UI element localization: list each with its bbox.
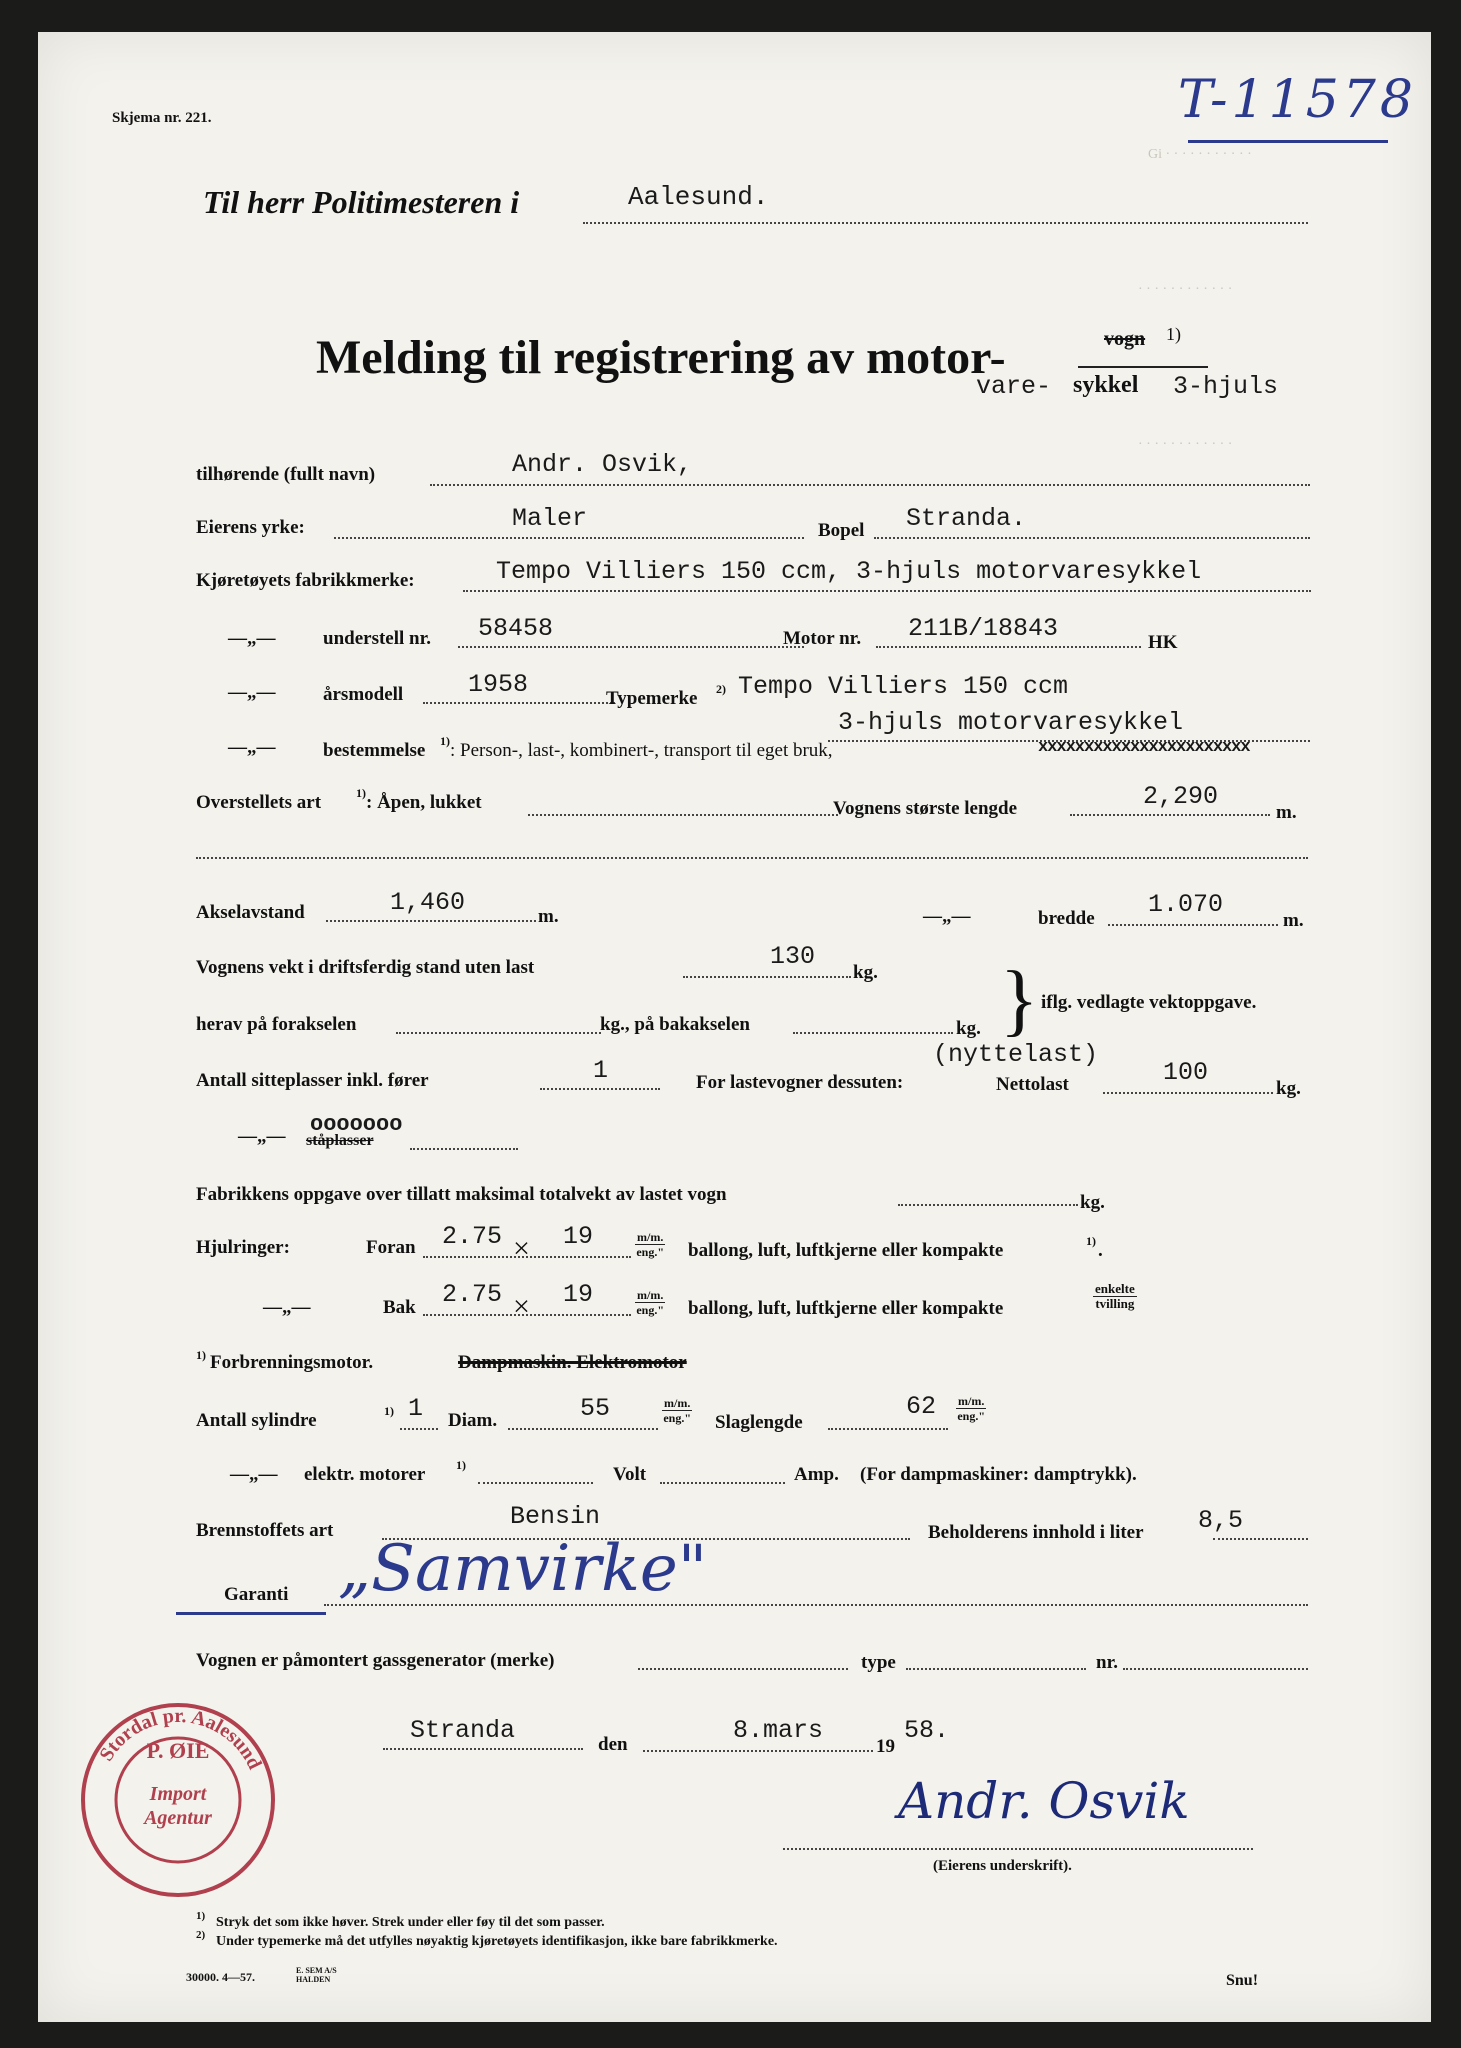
occupation-value: Maler — [512, 504, 588, 533]
fuel-value: Bensin — [510, 1502, 601, 1531]
rear-tyre-x: × — [513, 1290, 530, 1323]
turn-over: Snu! — [1226, 1972, 1259, 1989]
purpose-options: : Person-, last-, kombinert-, transport til eget bruk, — [450, 740, 833, 761]
printer: E. SEM A/S HALDEN — [296, 1966, 337, 1984]
print-code: 30000. 4—57. — [186, 1970, 255, 1984]
standing-struck: ooooooo — [310, 1112, 403, 1137]
length-label: Vognens største lengde — [833, 798, 1018, 819]
tyres-label: Hjulringer: — [196, 1237, 290, 1258]
net-load-unit: kg. — [1276, 1078, 1301, 1099]
cylinders-footnote: 1) — [384, 1404, 394, 1418]
stamp-line-1: P. ØIE — [146, 1738, 210, 1763]
front-tyre-footnote: 1) — [1086, 1234, 1096, 1248]
front-tyre-units: m/m. eng." — [636, 1230, 664, 1259]
net-load-value: 100 — [1163, 1058, 1209, 1087]
rear-tyre-types: ballong, luft, luftkjerne eller kompakte — [688, 1298, 1004, 1319]
title-typed-suffix: 3-hjuls — [1173, 372, 1279, 401]
stamp-ring-text: Stordal pr. Aalesund — [95, 1704, 266, 1773]
width-unit: m. — [1283, 910, 1304, 931]
footnote-2-mark: 2) — [196, 1929, 206, 1941]
amp-label: Amp. — [794, 1464, 839, 1485]
max-weight-label: Fabrikkens oppgave over tillatt maksimal totalvekt av lastet vogn — [196, 1184, 727, 1205]
net-load-label: Nettolast — [996, 1074, 1069, 1095]
ditto-mark-rear: —„— — [263, 1297, 311, 1318]
hk-label: HK — [1148, 632, 1178, 653]
rear-axle-unit: kg. — [956, 1018, 981, 1039]
form-number: Skjema nr. 221. — [112, 110, 212, 126]
stamp-line-2: Import — [149, 1783, 207, 1805]
ditto-mark-electric: —„— — [230, 1464, 278, 1485]
tank-label: Beholderens innhold i liter — [928, 1522, 1144, 1543]
rear-tyre-label: Bak — [383, 1297, 416, 1318]
archive-reference-underline — [1188, 140, 1388, 143]
ditto-mark-standing: —„— — [238, 1126, 286, 1147]
title-footnote-mark: 1) — [1166, 324, 1181, 344]
ditto-mark-chassis: —„— — [228, 628, 276, 649]
title-subtype: sykkel — [1073, 372, 1139, 398]
addressee-label: Til herr Politimesteren i — [203, 184, 520, 220]
residence-label: Bopel — [818, 520, 865, 541]
fuel-label: Brennstoffets art — [196, 1520, 334, 1541]
rear-axle-label: kg., på bakakselen — [600, 1014, 750, 1035]
year-prefix: 19 — [876, 1736, 895, 1757]
addressee-value: Aalesund. — [628, 182, 769, 212]
signature-label: (Eierens underskrift). — [933, 1858, 1072, 1874]
engine-footnote: 1) — [196, 1348, 206, 1362]
title-struck-word: vogn — [1104, 328, 1146, 350]
title-typed-prefix: vare- — [976, 372, 1052, 401]
make-label: Kjøretøyets fabrikkmerke: — [196, 570, 415, 591]
purpose-footnote: 1) — [440, 734, 450, 748]
tank-value: 8,5 — [1198, 1506, 1244, 1535]
owner-value: Andr. Osvik, — [512, 450, 693, 479]
weight-label: Vognens vekt i driftsferdig stand uten last — [196, 957, 535, 978]
guarantee-underline — [176, 1612, 326, 1615]
chassis-label: understell nr. — [323, 628, 432, 649]
body-label: Overstellets art — [196, 792, 322, 813]
footnote-2: Under typemerke må det utfylles nøyaktig kjøretøyets identifikasjon, ikke bare fabrikkmerke. — [216, 1934, 778, 1949]
ditto-mark-purpose: —„— — [228, 737, 276, 758]
footnote-1: Stryk det som ikke høver. Strek under eller føy til det som passer. — [216, 1915, 605, 1930]
date-den-label: den — [598, 1734, 628, 1755]
purpose-label: bestemmelse — [323, 740, 426, 761]
cargo-label: For lastevogner dessuten: — [696, 1072, 904, 1093]
weight-unit: kg. — [853, 962, 878, 983]
make-value: Tempo Villiers 150 ccm, 3-hjuls motorvaresykkel — [496, 557, 1202, 586]
payload-note: (nyttelast) — [933, 1040, 1099, 1069]
rear-tyre-width: 2.75 — [442, 1280, 503, 1309]
front-tyre-width: 2.75 — [442, 1222, 503, 1251]
ditto-mark-year: —„— — [228, 682, 276, 703]
gas-generator-label: Vognen er påmontert gassgenerator (merke) — [196, 1650, 555, 1671]
weight-brace: } — [1000, 956, 1039, 1044]
wheelbase-label: Akselavstand — [196, 902, 305, 923]
engine-label: Forbrenningsmotor. — [210, 1352, 374, 1373]
year-label: årsmodell — [323, 684, 404, 705]
front-tyre-end: . — [1098, 1240, 1103, 1261]
occupation-label: Eierens yrke: — [196, 517, 305, 538]
front-tyre-x: × — [513, 1232, 530, 1265]
length-unit: m. — [1276, 802, 1297, 823]
diameter-value: 55 — [580, 1394, 611, 1423]
company-stamp — [78, 1700, 278, 1900]
front-tyre-types: ballong, luft, luftkjerne eller kompakte — [688, 1240, 1004, 1261]
type-value-2: 3-hjuls motorvaresykkel — [838, 708, 1184, 737]
wheelbase-unit: m. — [538, 906, 559, 927]
seats-value: 1 — [593, 1056, 609, 1085]
stroke-value: 62 — [906, 1392, 937, 1421]
guarantee-label: Garanti — [224, 1584, 289, 1605]
width-label: bredde — [1038, 908, 1095, 929]
motor-label: Motor nr. — [783, 628, 862, 649]
weight-value: 130 — [770, 942, 816, 971]
gas-type-label: type — [861, 1652, 896, 1673]
front-axle-label: herav på forakselen — [196, 1014, 357, 1035]
ditto-mark-width: —„— — [923, 906, 971, 927]
form-title: Melding til registrering av motor- — [316, 331, 1006, 384]
title-fraction-line — [1078, 366, 1208, 368]
electric-footnote: 1) — [456, 1458, 466, 1472]
single-twin-choice: enkelte tvilling — [1095, 1281, 1135, 1311]
rear-tyre-diameter: 19 — [563, 1280, 594, 1309]
footnote-1-mark: 1) — [196, 1910, 206, 1922]
purpose-struck: xxxxxxxxxxxxxxxxxxxxxxx — [1038, 738, 1250, 757]
volt-label: Volt — [613, 1464, 647, 1485]
cylinders-label: Antall sylindre — [196, 1410, 317, 1431]
weight-note: iflg. vedlagte vektoppgave. — [1041, 992, 1257, 1013]
body-footnote: 1) — [356, 786, 366, 800]
date-value: 8.mars — [733, 1716, 824, 1745]
type-footnote: 2) — [716, 682, 726, 696]
place-value: Stranda — [410, 1716, 516, 1745]
motor-value: 211B/18843 — [908, 614, 1059, 643]
electric-label: elektr. motorer — [304, 1464, 426, 1485]
owner-label: tilhørende (fullt navn) — [196, 464, 376, 485]
max-weight-unit: kg. — [1080, 1192, 1105, 1213]
width-value: 1.070 — [1148, 890, 1224, 919]
rear-tyre-units: m/m. eng." — [636, 1288, 664, 1317]
diameter-label: Diam. — [448, 1410, 498, 1431]
type-label: Typemerke — [606, 688, 698, 709]
diameter-units: m/m. eng." — [663, 1396, 691, 1425]
archive-reference: T-11578 — [1178, 70, 1417, 130]
owner-signature: Andr. Osvik — [898, 1772, 1190, 1830]
form-sheet: Gi · · · · · · · · · · · · · · · · · · · · · · · · · · · · · · · · · · · Skjema nr. 221. T-11578 Til herr Politimesteren i Aalesund. Melding til registrering av motor- vogn 1) vare- sykkel 3-hjuls tilhørende (fullt navn) Andr. Osvik, Eierens yrke: Maler Bopel Stranda. Kjøretøyets fabrikkmerke: Tempo Villiers 150 ccm, 3-hjuls motorvaresykkel —„— understell nr. 58458 Motor nr. 211B/18843 HK —„— årsmodell 1958 Typemerke 2) Tempo Villiers 150 ccm 3-hjuls motorvaresykkel —„— bestemmelse 1) : Person-, last-, kombinert-, transport til eget bruk, xxxxxxxxxxxxxxxxxxxxxxx Overstellets art 1) : Åpen, lukket Vognens største lengde 2,290 m. Akselavstand 1,460 m. —„— bredde 1.070 m. Vognens vekt i driftsferdig stand uten last 130 kg. herav på forakselen kg., på bakakselen kg. } iflg. vedlagte vektoppgave. (nyttelast) Antall sitteplasser inkl. fører 1 For lastevogner dessuten: Nettolast 100 kg. —„— ooooooo ståplasser Fabrikkens oppgave over tillatt maksimal totalvekt av lastet vogn kg. Hjulringer: Foran 2.75 × 19 m/m. eng." ballong, luft, luftkjerne eller kompakte 1) . —„— Bak 2.75 × 19 m/m. eng." ballong, luft, luftkjerne eller kompakte enkelte tvilling 1) Forbrenningsmotor. Dampmaskin. Elektromotor Antall sylindre 1) 1 Diam. 55 m/m. eng." Slaglengde 62 m/m. eng." —„— elektr. motorer 1) Volt Amp. (For dampmaskiner: damptrykk). Brennstoffets art Bensin Beholderens innhold i liter 8,5 Garanti „Samvirke" Vognen er påmontert gassgenerator (merke) type nr. Stranda den 8.mars 19 58. Andr. Osvik (Eierens underskrift). 1) Stryk det som ikke høver. Strek under eller føy til det som passer. 2) Under typemerke må det utfylles nøyaktig kjøretøyets identifikasjon, ikke bare fabrikkmerke. 30000. 4—57. E. SEM A/S HALDEN Snu! — [38, 32, 1431, 2022]
wheelbase-value: 1,460 — [390, 888, 466, 917]
standing-label: ståplasser — [306, 1132, 374, 1149]
length-value: 2,290 — [1143, 782, 1219, 811]
stroke-units: m/m. eng." — [957, 1394, 985, 1423]
steam-note: (For dampmaskiner: damptrykk). — [860, 1464, 1137, 1485]
residence-value: Stranda. — [906, 504, 1027, 533]
guarantee-value: „Samvirke" — [338, 1532, 708, 1606]
front-tyre-diameter: 19 — [563, 1222, 594, 1251]
stroke-label: Slaglengde — [715, 1412, 803, 1433]
gas-nr-label: nr. — [1096, 1652, 1119, 1673]
chassis-value: 58458 — [478, 614, 554, 643]
year-value: 1958 — [468, 670, 529, 699]
cylinders-value: 1 — [408, 1394, 424, 1423]
front-tyre-label: Foran — [366, 1237, 416, 1258]
type-value-1: Tempo Villiers 150 ccm — [738, 672, 1069, 701]
engine-struck: Dampmaskin. Elektromotor — [458, 1352, 687, 1373]
body-options: : Åpen, lukket — [366, 792, 482, 813]
stamp-line-3: Agentur — [144, 1807, 212, 1829]
seats-label: Antall sitteplasser inkl. fører — [196, 1070, 429, 1091]
year-suffix: 58. — [904, 1716, 950, 1745]
